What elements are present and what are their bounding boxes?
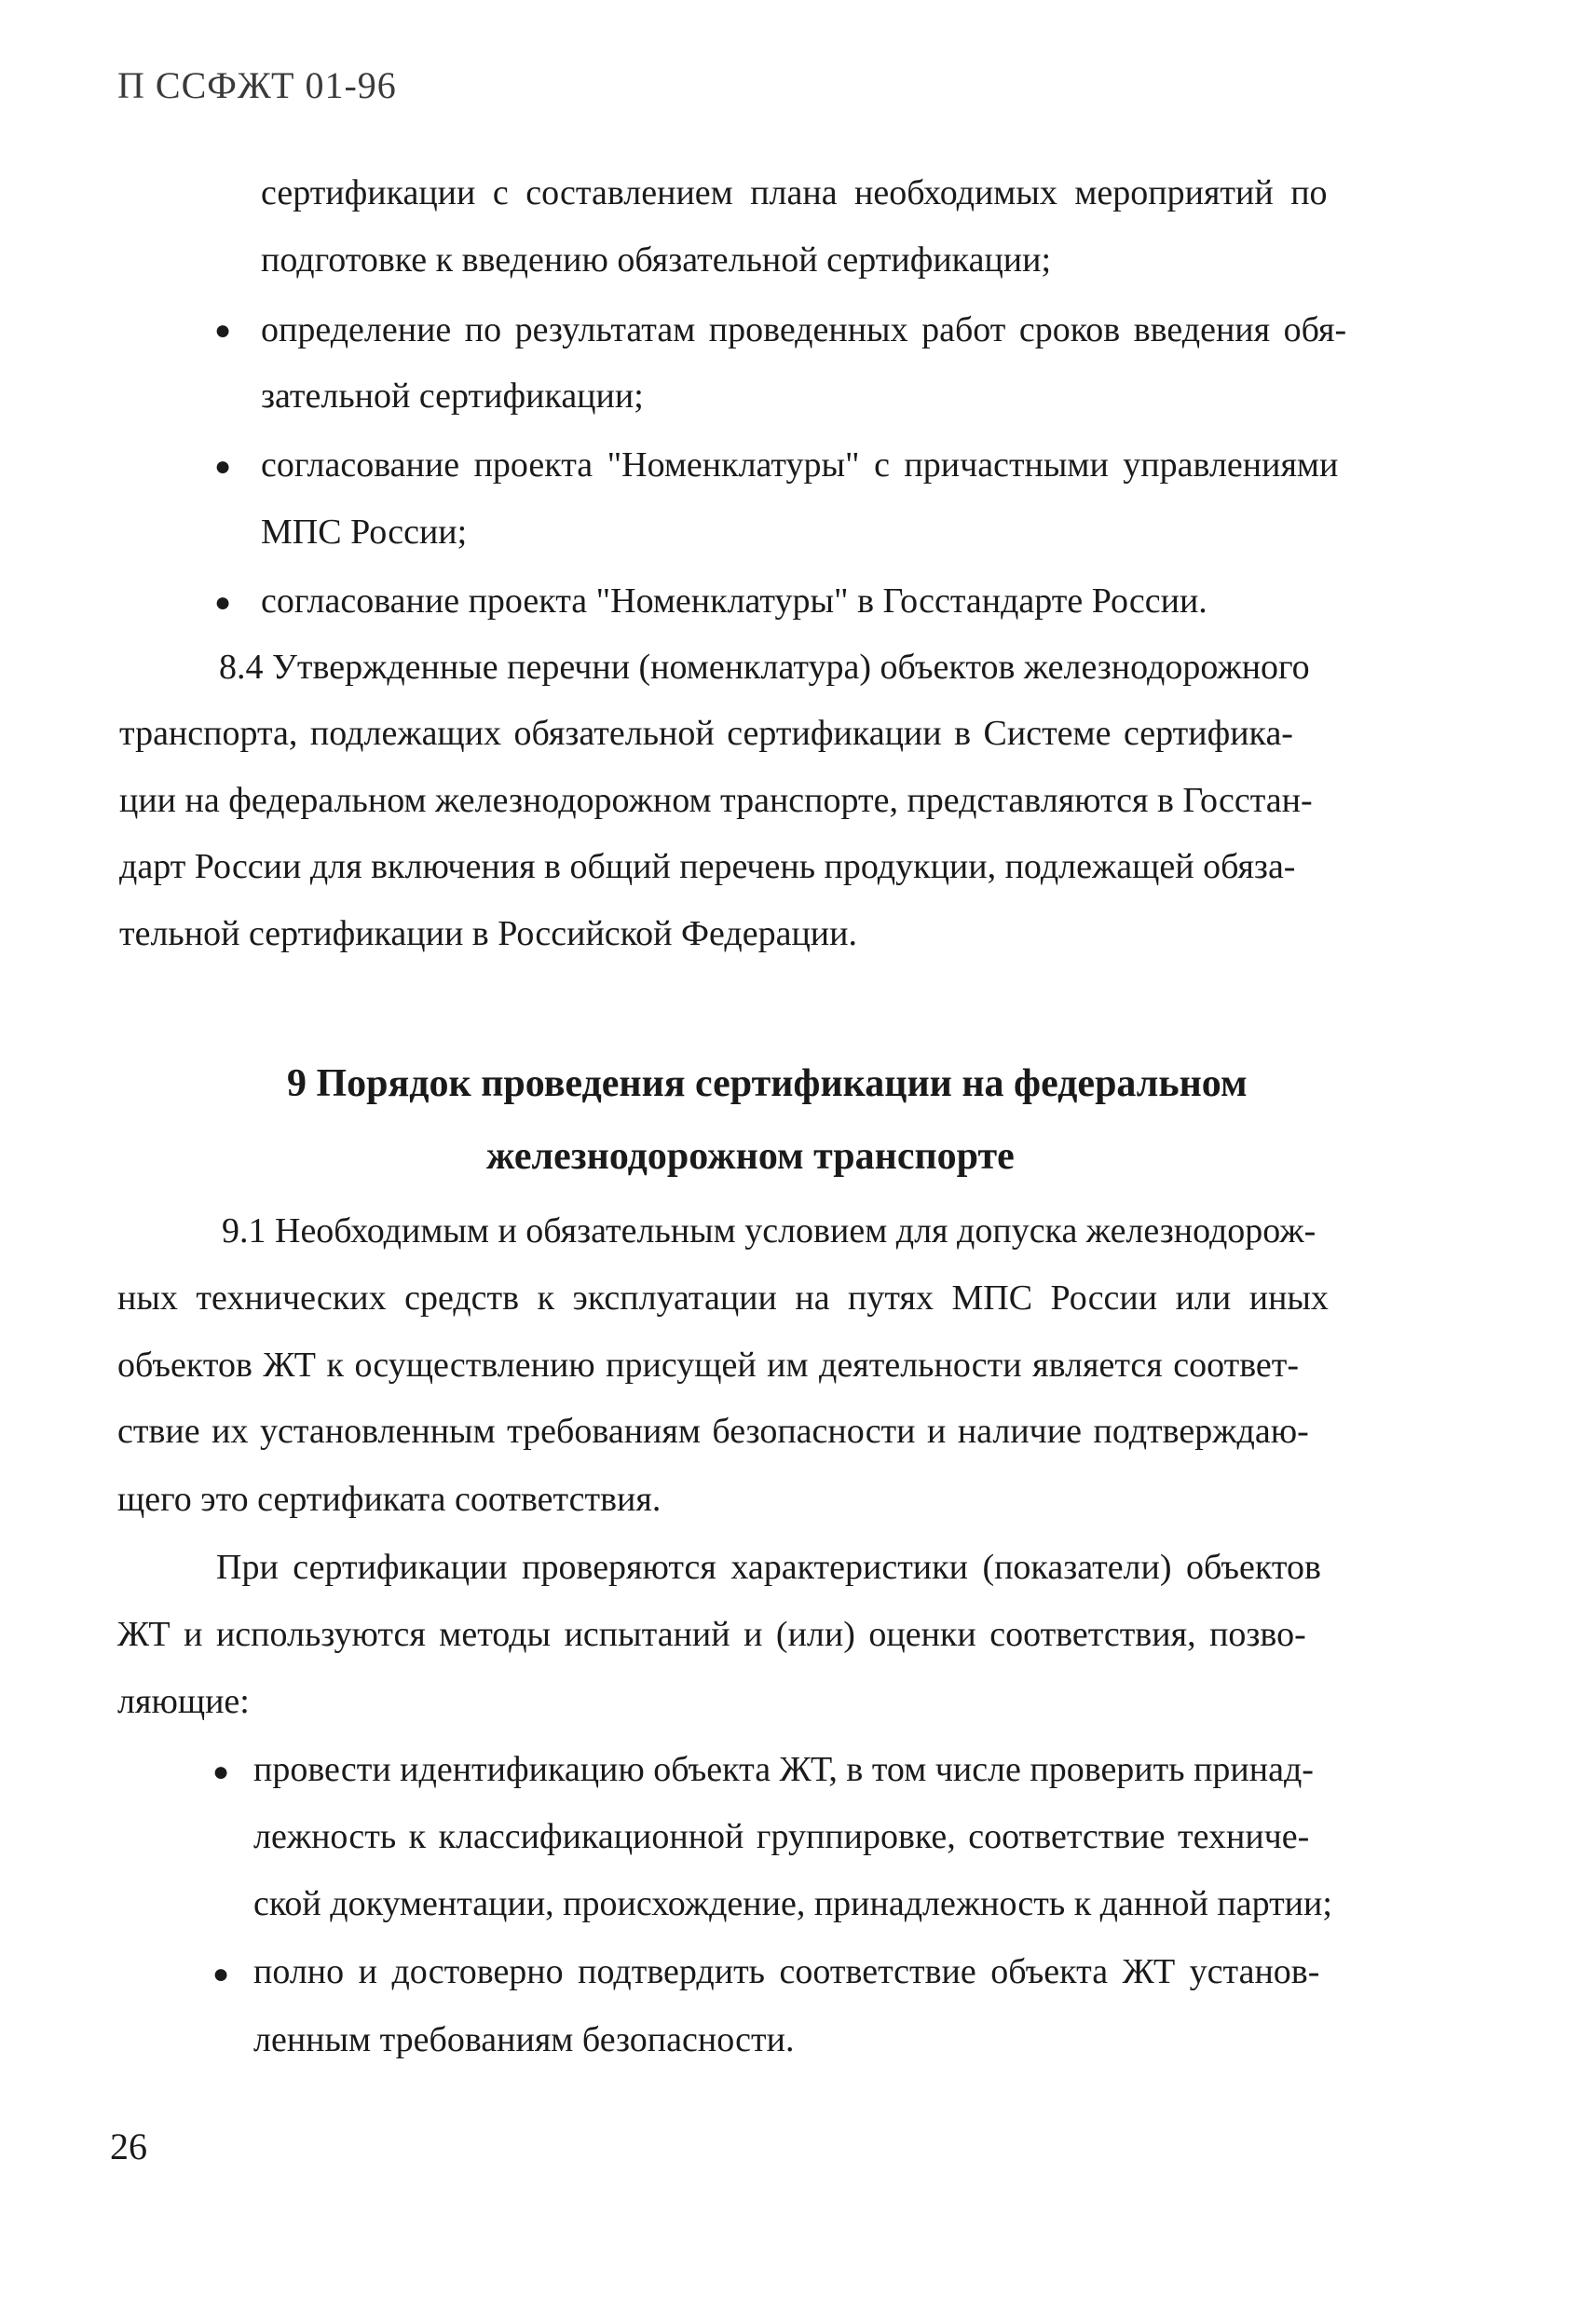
text-line: зательной сертификации;: [261, 376, 644, 416]
bullet-icon: ●: [212, 1756, 230, 1787]
text-line: подготовке к введению обязательной сертификации;: [261, 240, 1052, 280]
text-line: объектов ЖТ к осуществлению присущей им деятельности является соответ-: [117, 1346, 1300, 1385]
text-line: ствие их установленным требованиям безопасности и наличие подтверждаю-: [117, 1412, 1309, 1451]
text-line: ции на федеральном железнодорожном транспорте, представляются в Госстан-: [119, 781, 1313, 820]
bullet-icon: ●: [214, 587, 232, 618]
bullet-icon: ●: [214, 451, 232, 482]
text-line: 8.4 Утвержденные перечни (номенклатура) объектов железнодорожного: [219, 648, 1310, 687]
section-heading: 9 Порядок проведения сертификации на федеральном: [287, 1062, 1248, 1105]
list-item: провести идентификацию объекта ЖТ, в том числе проверить принад-: [253, 1750, 1314, 1789]
text-line: ных технических средств к эксплуатации на путях МПС России или иных: [117, 1278, 1329, 1318]
list-item: полно и достоверно подтвердить соответствие объекта ЖТ установ-: [253, 1952, 1320, 1991]
text-line: ленным требованиям безопасности.: [253, 2020, 795, 2059]
section-heading: железнодорожном транспорте: [486, 1135, 1015, 1178]
text-line: 9.1 Необходимым и обязательным условием для допуска железнодорож-: [222, 1211, 1316, 1251]
text-line: транспорта, подлежащих обязательной сертификации в Системе сертифика-: [119, 714, 1293, 753]
text-line: ляющие:: [117, 1682, 250, 1721]
text-line: тельной сертификации в Российской Федерации.: [119, 914, 857, 953]
document-code: П ССФЖТ 01-96: [117, 64, 397, 106]
text-line: ской документации, происхождение, принадлежность к данной партии;: [253, 1884, 1332, 1923]
text-line: При сертификации проверяются характеристики (показатели) объектов: [216, 1548, 1321, 1587]
list-item: согласование проекта "Номенклатуры" с причастными управлениями: [261, 445, 1339, 485]
text-line: дарт России для включения в общий перечень продукции, подлежащей обяза-: [119, 847, 1296, 886]
list-item: согласование проекта "Номенклатуры" в Госстандарте России.: [261, 581, 1207, 621]
text-line: МПС России;: [261, 513, 468, 552]
bullet-icon: ●: [214, 315, 232, 346]
text-line: ЖТ и используются методы испытаний и (или) оценки соответствия, позво-: [117, 1615, 1306, 1654]
text-line: лежность к классификационной группировке, соответствие техниче-: [253, 1817, 1310, 1856]
bullet-icon: ●: [212, 1959, 230, 1989]
page-number: 26: [110, 2125, 147, 2167]
list-item: определение по результатам проведенных работ сроков введения обя-: [261, 310, 1347, 349]
text-line: сертификации с составлением плана необходимых мероприятий по: [261, 173, 1328, 212]
text-line: щего это сертификата соответствия.: [117, 1480, 662, 1519]
